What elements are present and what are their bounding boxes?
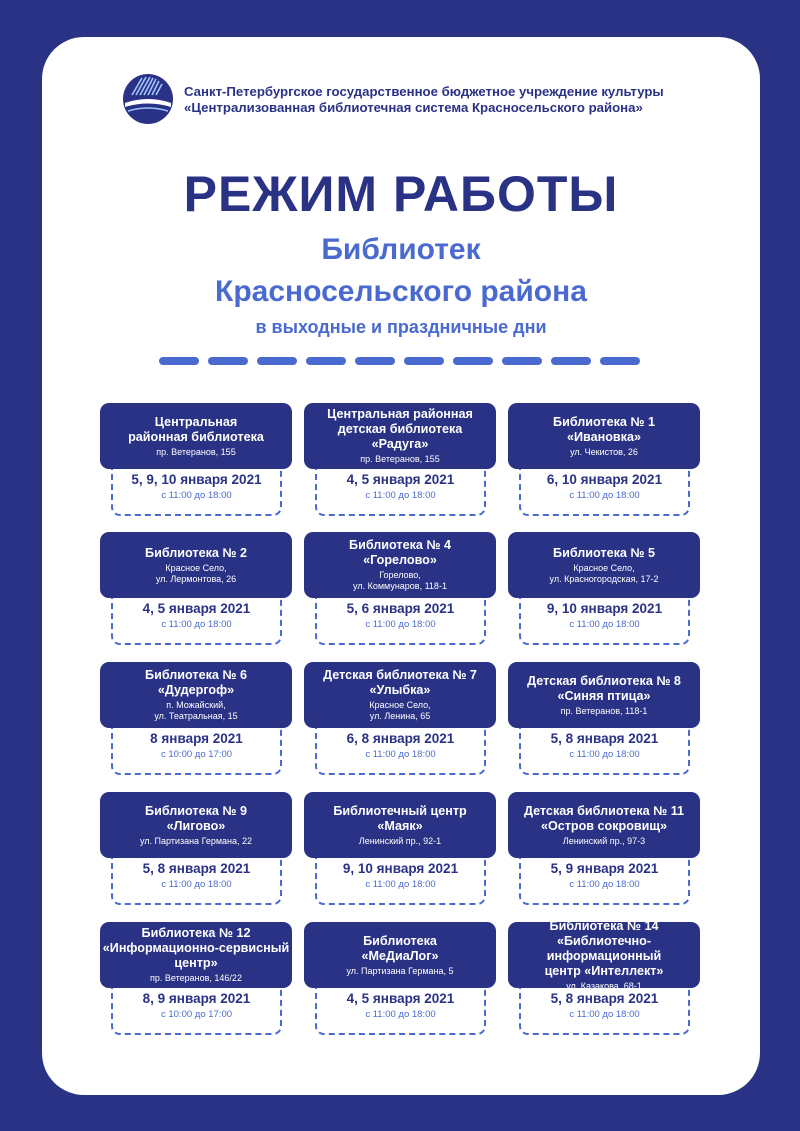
library-dates: 5, 9, 10 января 2021	[131, 472, 262, 487]
library-dates: 5, 8 января 2021	[550, 991, 659, 1006]
library-card-header	[100, 662, 292, 728]
library-card-header	[100, 403, 292, 469]
dashed-divider	[159, 357, 639, 367]
library-name: Библиотека № 2	[145, 545, 247, 560]
library-card	[508, 403, 700, 518]
library-card-header	[508, 918, 700, 991]
library-card-header	[100, 532, 292, 598]
library-name: Библиотека № 14 «Библиотечно-информационный центр «Интеллект»	[544, 918, 664, 978]
library-address: ул. Казакова, 68-1	[566, 980, 642, 991]
library-card-header	[304, 532, 496, 598]
library-card	[508, 662, 700, 777]
library-dates: 9, 10 января 2021	[546, 601, 663, 616]
library-card	[100, 662, 292, 777]
library-address: п. Можайский, ул. Театральная, 15	[154, 700, 238, 721]
library-card	[508, 918, 700, 1037]
library-card-header	[304, 662, 496, 728]
library-address: Ленинский пр., 97-3	[562, 835, 646, 846]
org-line-2: «Централизованная библиотечная система Красносельского района»	[184, 100, 643, 115]
library-address: пр. Ветеранов, 146/22	[150, 973, 242, 983]
library-hours: с 11:00 до 18:00	[569, 619, 640, 630]
divider-dash	[453, 357, 493, 365]
library-card-header	[304, 792, 496, 858]
library-hours: с 11:00 до 18:00	[365, 1009, 436, 1020]
library-name: Библиотека № 4 «Горелово»	[349, 538, 451, 567]
library-address: пр. Ветеранов, 155	[360, 454, 440, 464]
header	[122, 73, 742, 143]
library-card	[304, 792, 496, 907]
library-address: Красное Село, ул. Ленина, 65	[369, 700, 431, 721]
library-dates: 5, 9 января 2021	[550, 861, 659, 876]
library-dates: 4, 5 января 2021	[346, 472, 455, 487]
divider-dash	[208, 357, 248, 365]
library-card-header	[508, 532, 700, 598]
page-title: РЕЖИМ РАБОТЫ	[183, 166, 619, 222]
library-address: Ленинский пр., 92-1	[358, 835, 442, 846]
library-hours: с 11:00 до 18:00	[365, 749, 436, 760]
divider-dash	[404, 357, 444, 365]
library-card	[508, 532, 700, 647]
library-card	[100, 922, 292, 1037]
library-name: Библиотека № 5	[553, 545, 655, 560]
library-dates: 8 января 2021	[150, 731, 243, 746]
library-card	[304, 922, 496, 1037]
divider-dash	[257, 357, 297, 365]
library-dates: 5, 6 января 2021	[346, 601, 455, 616]
library-dates: 5, 8 января 2021	[550, 731, 659, 746]
library-name: Библиотечный центр «Маяк»	[333, 803, 467, 833]
library-hours: с 11:00 до 18:00	[161, 619, 232, 630]
divider-dash	[551, 357, 591, 365]
library-address: ул. Партизана Германа, 5	[346, 965, 454, 976]
library-card-header	[100, 792, 292, 858]
library-name: Библиотека № 6 «Дудергоф»	[145, 668, 247, 697]
library-name: Библиотека № 12 «Информационно-сервисный центр»	[102, 926, 290, 970]
library-name: Детская библиотека № 11 «Остров сокровищ»	[523, 803, 685, 833]
library-name: Центральная районная библиотека	[128, 414, 264, 444]
library-name: Центральная районная детская библиотека «Радуга»	[327, 407, 473, 451]
divider-dash	[306, 357, 346, 365]
library-hours: с 11:00 до 18:00	[365, 619, 436, 630]
library-card-header	[508, 403, 700, 469]
library-name: Детская библиотека № 8 «Синяя птица»	[527, 673, 681, 703]
library-hours: с 11:00 до 18:00	[161, 490, 232, 501]
library-address: ул. Чекистов, 26	[570, 446, 638, 457]
library-dates: 6, 10 января 2021	[546, 472, 663, 487]
library-card	[508, 792, 700, 907]
subtitle-line-3: в выходные и праздничные дни	[255, 317, 547, 337]
subtitle-line-1: Библиотек	[321, 233, 481, 266]
library-card-header	[304, 922, 496, 988]
divider-dash	[159, 357, 199, 365]
library-dates: 5, 8 января 2021	[142, 861, 251, 876]
library-hours: с 10:00 до 17:00	[160, 1009, 233, 1020]
library-card-header	[304, 403, 496, 469]
library-name: Детская библиотека № 7 «Улыбка»	[323, 668, 477, 697]
library-hours: с 11:00 до 18:00	[365, 879, 436, 890]
library-dates: 9, 10 января 2021	[342, 861, 459, 876]
library-hours: с 11:00 до 18:00	[569, 490, 640, 501]
poster-sheet	[42, 37, 760, 1095]
org-line-1: Санкт-Петербургское государственное бюджетное учреждение культуры	[184, 84, 664, 99]
library-hours: с 11:00 до 18:00	[569, 749, 640, 760]
library-hours: с 11:00 до 18:00	[161, 879, 232, 890]
library-card	[100, 532, 292, 647]
library-address: Горелово, ул. Коммунаров, 118-1	[353, 570, 447, 591]
library-hours: с 11:00 до 18:00	[569, 879, 640, 890]
library-address: пр. Ветеранов, 155	[156, 446, 236, 457]
library-card-header	[508, 792, 700, 858]
library-dates: 4, 5 января 2021	[142, 601, 251, 616]
library-dates: 4, 5 января 2021	[346, 991, 455, 1006]
library-card	[100, 792, 292, 907]
library-address: Красное Село, ул. Красногородская, 17-2	[549, 562, 659, 584]
library-hours: с 11:00 до 18:00	[569, 1009, 640, 1020]
library-name: Библиотека № 9 «Лигово»	[145, 803, 247, 833]
divider-dash	[355, 357, 395, 365]
library-dates: 8, 9 января 2021	[142, 991, 251, 1006]
divider-dash	[502, 357, 542, 365]
library-card-header	[100, 922, 292, 988]
library-hours: с 10:00 до 17:00	[160, 749, 233, 760]
library-system-logo-icon	[122, 73, 174, 125]
library-card	[304, 532, 496, 647]
library-address: ул. Партизана Германа, 22	[139, 835, 253, 846]
library-card	[100, 403, 292, 518]
library-card	[304, 662, 496, 777]
library-dates: 6, 8 января 2021	[346, 731, 455, 746]
library-hours: с 11:00 до 18:00	[365, 490, 436, 501]
divider-dash	[600, 357, 640, 365]
subtitle-line-2: Красносельского района	[215, 275, 587, 308]
library-address: пр. Ветеранов, 118-1	[560, 705, 648, 716]
library-address: Красное Село, ул. Лермонтова, 26	[155, 562, 237, 584]
organization-name	[184, 84, 664, 116]
library-card	[304, 403, 496, 518]
library-card-header	[508, 662, 700, 728]
library-name: Библиотека «МеДиаЛог»	[361, 933, 439, 963]
library-name: Библиотека № 1 «Ивановка»	[553, 414, 655, 444]
